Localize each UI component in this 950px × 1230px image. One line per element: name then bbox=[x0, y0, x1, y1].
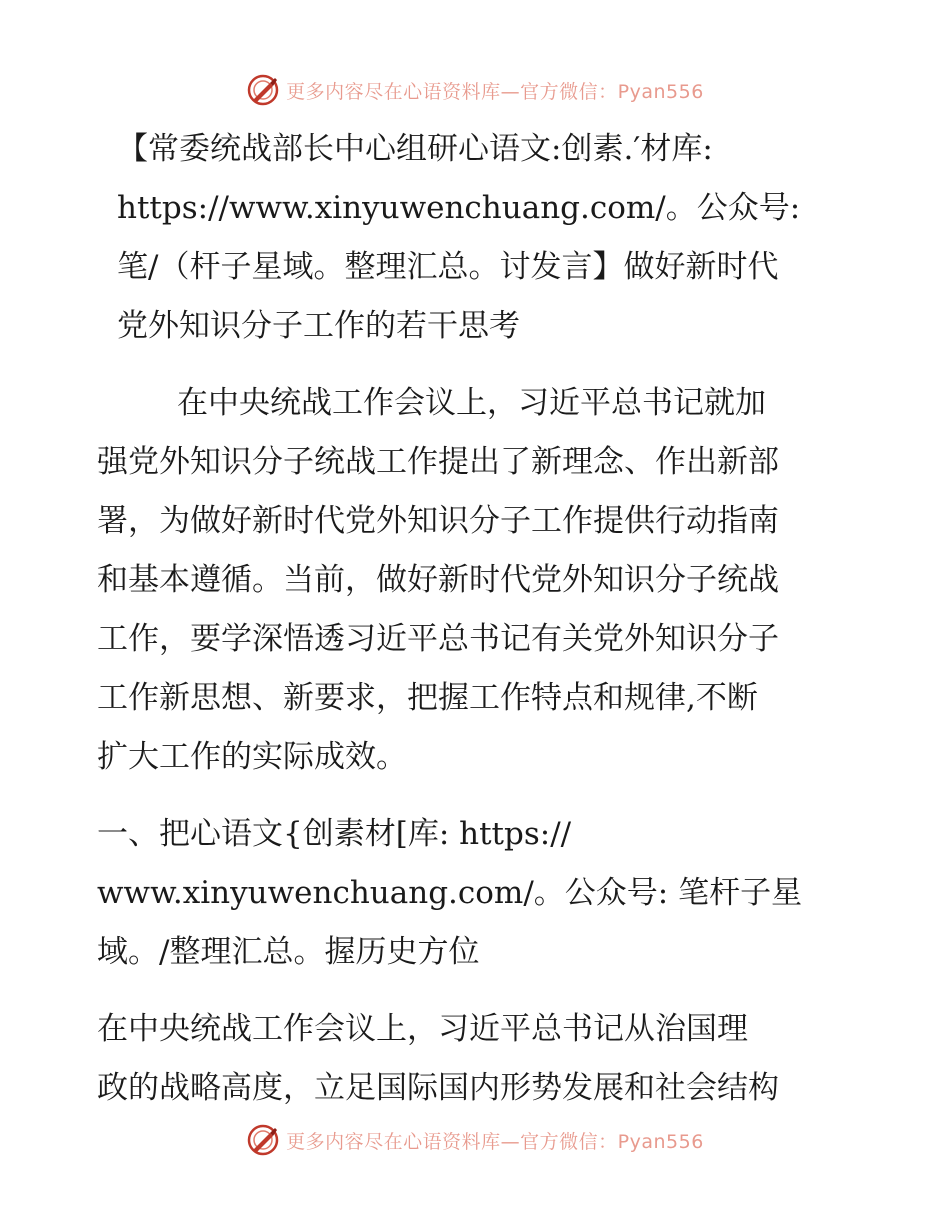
watermark-banner-top bbox=[0, 70, 950, 110]
pen-seal-icon bbox=[246, 73, 280, 107]
section-1-heading: 一、把心语文{创素材[库: https:// www.xinyuwenchuang.com/。公众号: 笔杆子星 域。/整理汇总。握历史方位 bbox=[97, 816, 803, 970]
document-title: 【常委统战部长中心组研心语文:创素.′材库: https://www.xinyuwenchuang.com/。公众号: 笔/（杆子星域。整理汇总。讨发言】做好新时代 党外知识分子工作的若干思考 bbox=[117, 131, 801, 344]
intro-paragraph: 在中央统战工作会议上，习近平总书记就加 强党外知识分子统战工作提出了新理念、作出新部 署，为做好新时代党外知识分子工作提供行动指南 和基本遵循。当前，做好新时代党外知识分子统战 工作，要学深悟透习近平总书记有关党外知识分子 工作新思想、新要求，把握工作特点和规律,不断 扩大工作的实际成效。 bbox=[97, 385, 779, 775]
watermark-text: 更多内容尽在心语资料库—官方微信：Pyan556 bbox=[286, 80, 704, 103]
watermark-text: 更多内容尽在心语资料库—官方微信：Pyan556 bbox=[286, 1130, 704, 1153]
watermark-banner-bottom bbox=[0, 1120, 950, 1160]
section-1-paragraph: 在中央统战工作会议上，习近平总书记从治国理 政的战略高度，立足国际国内形势发展和社会结构 bbox=[97, 1011, 779, 1106]
pen-seal-icon bbox=[246, 1123, 280, 1157]
document-body bbox=[97, 120, 857, 1118]
watermark-group bbox=[246, 1123, 704, 1157]
watermark-group bbox=[246, 73, 704, 107]
